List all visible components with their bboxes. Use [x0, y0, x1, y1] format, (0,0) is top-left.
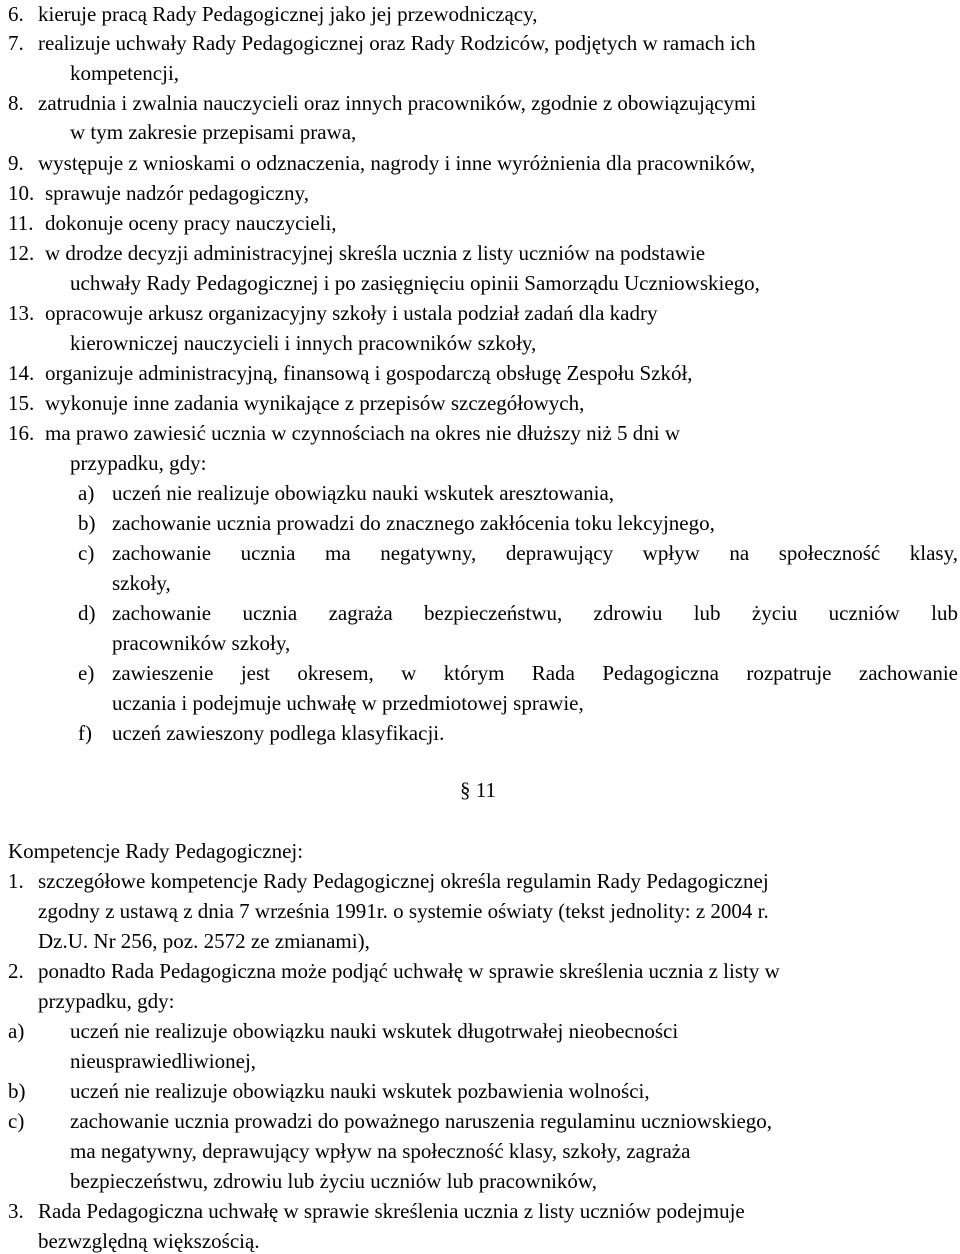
list-text: uczeń zawieszony podlega klasyfikacji.	[112, 721, 445, 745]
list-text: przypadku, gdy:	[38, 989, 175, 1013]
list-number: 2.	[8, 959, 24, 983]
list-text: nieusprawiedliwionej,	[70, 1049, 257, 1073]
list-text: ma negatywny, deprawujący wpływ na społeczność klasy, szkoły, zagraża	[70, 1139, 691, 1163]
section-heading: Kompetencje Rady Pedagogicznej:	[8, 839, 304, 863]
list-text: zachowanie ucznia zagraża bezpieczeństwu, zdrowiu lub życiu uczniów lub	[112, 601, 958, 625]
list-text: uczeń nie realizuje obowiązku nauki wskutek pozbawienia wolności,	[70, 1079, 650, 1103]
sub-item-d-cont	[112, 630, 290, 656]
list-text: ponadto Rada Pedagogiczna może podjąć uchwałę w sprawie skreślenia ucznia z listy w	[38, 959, 780, 983]
list-text: uczeń nie realizuje obowiązku nauki wskutek długotrwałej nieobecności	[70, 1019, 679, 1043]
list-text: organizuje administracyjną, finansową i gospodarczą obsługę Zespołu Szkół,	[45, 361, 693, 385]
list-letter: c)	[8, 1109, 25, 1133]
list-text: szczegółowe kompetencje Rady Pedagogicznej określa regulamin Rady Pedagogicznej	[38, 869, 769, 893]
list-number: 9.	[8, 151, 24, 175]
list-text: zatrudnia i zwalnia nauczycieli oraz innych pracowników, zgodnie z obowiązującymi	[38, 91, 757, 115]
list-item-12-cont	[70, 270, 760, 296]
list-item-8-cont	[70, 119, 356, 145]
list-text: Dz.U. Nr 256, poz. 2572 ze zmianami),	[38, 929, 370, 953]
list-text: zachowanie ucznia prowadzi do poważnego naruszenia regulaminu uczniowskiego,	[70, 1109, 773, 1133]
competence-item-3-cont	[38, 1228, 260, 1254]
list-number: 10.	[8, 181, 35, 205]
list-text: w drodze decyzji administracyjnej skreśla ucznia z listy uczniów na podstawie	[45, 241, 706, 265]
list-number: 6.	[8, 2, 24, 26]
list-text: realizuje uchwały Rady Pedagogicznej oraz Rady Rodziców, podjętych w ramach ich	[38, 31, 756, 55]
list-number: 3.	[8, 1199, 24, 1223]
list-number: 7.	[8, 31, 24, 55]
list-number: 15.	[8, 391, 35, 415]
competence-item-2-cont	[38, 988, 174, 1014]
list-text: ma prawo zawiesić ucznia w czynnościach na okres nie dłuższy niż 5 dni w	[45, 421, 681, 445]
list-text: pracowników szkoły,	[112, 631, 291, 655]
removal-item-c-cont-2	[70, 1168, 597, 1194]
competence-item-1-cont-2	[38, 928, 370, 954]
list-letter: f)	[78, 721, 92, 745]
list-number: 16.	[8, 421, 35, 445]
list-text: opracowuje arkusz organizacyjny szkoły i ustala podział zadań dla kadry	[45, 301, 658, 325]
competence-item-1-cont-1	[38, 898, 769, 924]
list-text: uczeń nie realizuje obowiązku nauki wskutek aresztowania,	[112, 481, 615, 505]
list-item-7-cont	[70, 60, 179, 86]
list-text: zawieszenie jest okresem, w którym Rada Pedagogiczna rozpatruje zachowanie	[112, 661, 958, 685]
list-item-16-cont	[70, 450, 206, 476]
list-text: kierowniczej nauczycieli i innych pracowników szkoły,	[70, 331, 537, 355]
list-text: bezpieczeństwu, zdrowiu lub życiu uczniów lub pracowników,	[70, 1169, 597, 1193]
list-number: 8.	[8, 91, 24, 115]
list-text: Rada Pedagogiczna uchwałę w sprawie skreślenia ucznia z listy uczniów podejmuje	[38, 1199, 745, 1223]
list-text: występuje z wnioskami o odznaczenia, nagrody i inne wyróżnienia dla pracowników,	[38, 151, 756, 175]
list-letter: c)	[78, 541, 95, 565]
list-item-13-cont	[70, 330, 536, 356]
list-text: w tym zakresie przepisami prawa,	[70, 120, 357, 144]
list-text: przypadku, gdy:	[70, 451, 207, 475]
list-number: 11.	[8, 211, 34, 235]
removal-item-a-cont	[70, 1048, 256, 1074]
list-text: zachowanie ucznia prowadzi do znacznego zakłócenia toku lekcyjnego,	[112, 511, 715, 535]
list-text: uczania i podejmuje uchwałę w przedmiotowej sprawie,	[112, 691, 584, 715]
list-letter: a)	[8, 1019, 25, 1043]
list-text: sprawuje nadzór pedagogiczny,	[45, 181, 309, 205]
list-text: uchwały Rady Pedagogicznej i po zasięgnięciu opinii Samorządu Uczniowskiego,	[70, 271, 760, 295]
list-text: dokonuje oceny pracy nauczycieli,	[45, 211, 337, 235]
list-letter: e)	[78, 661, 95, 685]
sub-item-e-cont	[112, 690, 584, 716]
list-text: zgodny z ustawą z dnia 7 września 1991r. o systemie oświaty (tekst jednolity: z 2004 r.	[38, 899, 769, 923]
list-text: kompetencji,	[70, 61, 180, 85]
list-number: 12.	[8, 241, 35, 265]
list-letter: a)	[78, 481, 95, 505]
list-text: wykonuje inne zadania wynikające z przepisów szczegółowych,	[45, 391, 585, 415]
section-mark: § 11	[460, 778, 496, 802]
list-number: 13.	[8, 301, 35, 325]
list-text: zachowanie ucznia ma negatywny, deprawujący wpływ na społeczność klasy,	[112, 541, 958, 565]
list-number: 14.	[8, 361, 35, 385]
list-text: szkoły,	[112, 571, 171, 595]
sub-item-c-cont	[112, 570, 171, 596]
list-text: kieruje pracą Rady Pedagogicznej jako jej przewodniczący,	[38, 2, 538, 26]
list-letter: d)	[78, 601, 96, 625]
removal-item-c-cont-1	[70, 1138, 690, 1164]
list-text: bezwzględną większością.	[38, 1229, 260, 1253]
list-letter: b)	[8, 1079, 26, 1103]
list-number: 1.	[8, 869, 24, 893]
list-letter: b)	[78, 511, 96, 535]
